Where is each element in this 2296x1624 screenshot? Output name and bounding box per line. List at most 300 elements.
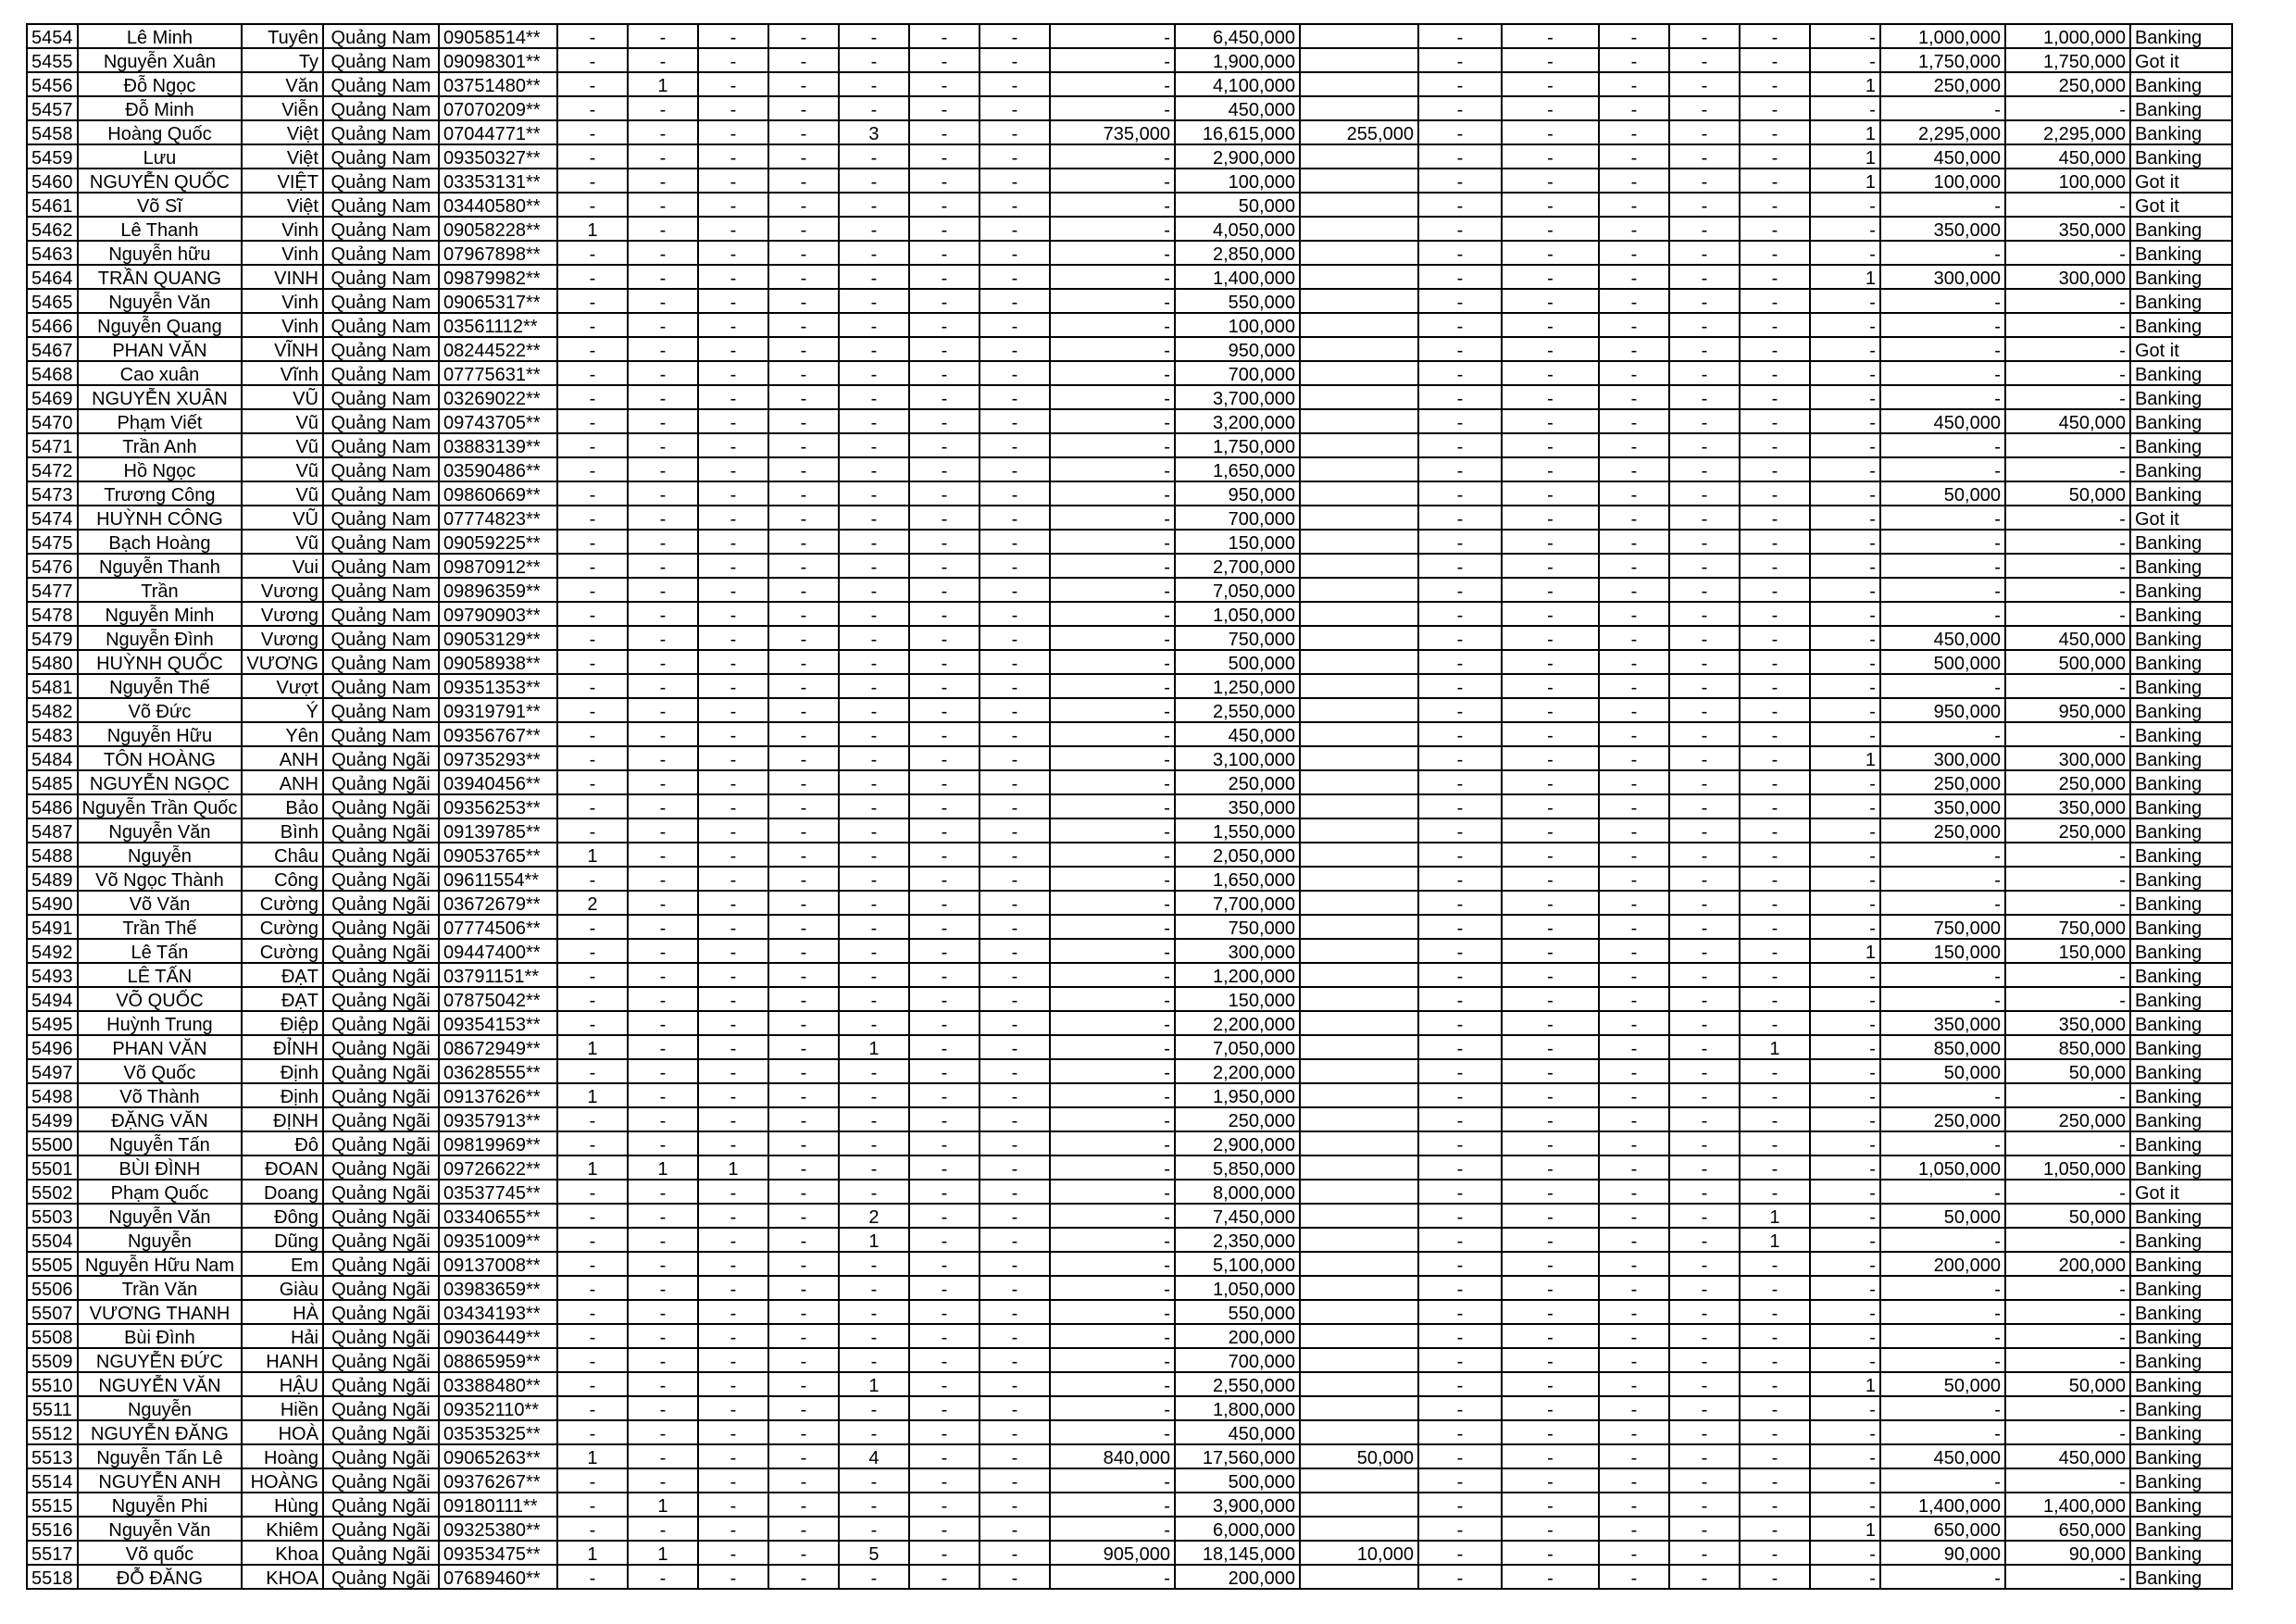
- cell-count-a: -: [557, 530, 628, 554]
- cell-amount-a: -: [1050, 1348, 1175, 1372]
- cell-amount-b: 500,000: [1175, 650, 1300, 674]
- cell-count-a: -: [557, 193, 628, 217]
- cell-count-h: -: [1418, 1204, 1502, 1228]
- cell-amount-a: -: [1050, 554, 1175, 578]
- cell-province: Quảng Ngãi: [323, 1083, 439, 1107]
- cell-count-l: -: [1740, 385, 1810, 409]
- cell-amount-d: -: [1880, 843, 2005, 867]
- cell-count-j: -: [1599, 578, 1669, 602]
- cell-count-j: -: [1599, 1300, 1669, 1324]
- cell-amount-b: 150,000: [1175, 987, 1300, 1011]
- cell-count-h: -: [1418, 337, 1502, 361]
- cell-count-l: -: [1740, 1517, 1810, 1541]
- cell-amount-c: [1300, 241, 1418, 265]
- cell-first-name: Vũ: [242, 481, 323, 506]
- cell-row-number: 5472: [27, 457, 78, 481]
- cell-phone: 07070209**: [439, 96, 557, 120]
- cell-count-e: -: [839, 1565, 909, 1589]
- cell-amount-d: 450,000: [1880, 409, 2005, 433]
- cell-count-e: -: [839, 674, 909, 698]
- cell-phone: 09350327**: [439, 144, 557, 169]
- cell-count-e: -: [839, 1493, 909, 1517]
- cell-first-name: Vinh: [242, 217, 323, 241]
- cell-province: Quảng Nam: [323, 722, 439, 746]
- cell-count-f: -: [909, 818, 980, 843]
- cell-count-c: -: [698, 650, 768, 674]
- cell-first-name: Định: [242, 1083, 323, 1107]
- cell-count-i: -: [1502, 1444, 1599, 1468]
- cell-count-h: -: [1418, 650, 1502, 674]
- cell-amount-c: [1300, 1252, 1418, 1276]
- cell-last-name: Nguyễn Đình: [78, 626, 243, 650]
- cell-count-a: -: [557, 818, 628, 843]
- cell-count-i: -: [1502, 1180, 1599, 1204]
- cell-count-k: -: [1669, 457, 1740, 481]
- cell-amount-b: 1,950,000: [1175, 1083, 1300, 1107]
- cell-payment-method: Banking: [2130, 794, 2232, 818]
- cell-last-name: VƯƠNG THANH: [78, 1300, 243, 1324]
- cell-count-a: -: [557, 144, 628, 169]
- cell-count-g: -: [980, 120, 1050, 144]
- cell-count-j: -: [1599, 265, 1669, 289]
- cell-count-b: 1: [628, 1156, 698, 1180]
- cell-count-f: -: [909, 1252, 980, 1276]
- cell-amount-c: [1300, 578, 1418, 602]
- table-row: [27, 1565, 2232, 1589]
- cell-amount-d: -: [1880, 313, 2005, 337]
- cell-count-h: -: [1418, 217, 1502, 241]
- cell-count-b: -: [628, 1565, 698, 1589]
- cell-amount-a: -: [1050, 1324, 1175, 1348]
- cell-count-a: -: [557, 698, 628, 722]
- cell-count-b: -: [628, 265, 698, 289]
- cell-count-i: -: [1502, 217, 1599, 241]
- cell-amount-b: 500,000: [1175, 1468, 1300, 1493]
- cell-count-e: -: [839, 385, 909, 409]
- cell-count-k: -: [1669, 698, 1740, 722]
- cell-count-f: -: [909, 626, 980, 650]
- cell-count-a: -: [557, 1059, 628, 1083]
- cell-payment-method: Banking: [2130, 1252, 2232, 1276]
- cell-payment-method: Banking: [2130, 385, 2232, 409]
- cell-amount-b: 550,000: [1175, 289, 1300, 313]
- cell-count-m: -: [1810, 674, 1880, 698]
- cell-row-number: 5477: [27, 578, 78, 602]
- cell-province: Quảng Nam: [323, 169, 439, 193]
- cell-province: Quảng Ngãi: [323, 770, 439, 794]
- cell-count-c: -: [698, 867, 768, 891]
- cell-payment-method: Banking: [2130, 1083, 2232, 1107]
- cell-count-l: -: [1740, 1420, 1810, 1444]
- cell-amount-c: [1300, 698, 1418, 722]
- cell-count-f: -: [909, 96, 980, 120]
- cell-payment-method: Banking: [2130, 1396, 2232, 1420]
- cell-phone: 08865959**: [439, 1348, 557, 1372]
- cell-last-name: NGUYỄN ANH: [78, 1468, 243, 1493]
- cell-count-a: -: [557, 96, 628, 120]
- cell-count-a: -: [557, 72, 628, 96]
- table-row: [27, 1276, 2232, 1300]
- cell-count-f: -: [909, 169, 980, 193]
- cell-count-j: -: [1599, 746, 1669, 770]
- cell-last-name: Hồ Ngọc: [78, 457, 243, 481]
- cell-count-i: -: [1502, 385, 1599, 409]
- cell-count-c: -: [698, 1396, 768, 1420]
- table-row: [27, 1252, 2232, 1276]
- cell-last-name: BÙI ĐÌNH: [78, 1156, 243, 1180]
- cell-count-a: -: [557, 1468, 628, 1493]
- cell-amount-d: 350,000: [1880, 217, 2005, 241]
- cell-amount-d: -: [1880, 1228, 2005, 1252]
- cell-count-e: -: [839, 409, 909, 433]
- cell-count-m: -: [1810, 313, 1880, 337]
- cell-first-name: Vinh: [242, 241, 323, 265]
- cell-count-a: 1: [557, 1156, 628, 1180]
- cell-amount-b: 200,000: [1175, 1324, 1300, 1348]
- cell-amount-c: [1300, 746, 1418, 770]
- cell-count-b: -: [628, 313, 698, 337]
- cell-phone: 03628555**: [439, 1059, 557, 1083]
- table-row: [27, 217, 2232, 241]
- cell-province: Quảng Ngãi: [323, 1228, 439, 1252]
- cell-amount-b: 2,850,000: [1175, 241, 1300, 265]
- cell-count-h: -: [1418, 241, 1502, 265]
- cell-amount-b: 1,550,000: [1175, 818, 1300, 843]
- cell-phone: 09726622**: [439, 1156, 557, 1180]
- cell-first-name: Bảo: [242, 794, 323, 818]
- cell-count-a: -: [557, 650, 628, 674]
- cell-count-h: -: [1418, 698, 1502, 722]
- cell-count-k: -: [1669, 867, 1740, 891]
- cell-amount-a: -: [1050, 1420, 1175, 1444]
- cell-count-i: -: [1502, 72, 1599, 96]
- cell-amount-b: 700,000: [1175, 1348, 1300, 1372]
- cell-amount-b: 950,000: [1175, 481, 1300, 506]
- cell-count-l: -: [1740, 867, 1810, 891]
- cell-count-m: -: [1810, 433, 1880, 457]
- cell-count-m: -: [1810, 554, 1880, 578]
- table-row: [27, 1131, 2232, 1156]
- cell-last-name: Nguyễn Xuân: [78, 48, 243, 72]
- cell-amount-e: -: [2005, 963, 2130, 987]
- cell-count-c: -: [698, 169, 768, 193]
- cell-payment-method: Banking: [2130, 1517, 2232, 1541]
- cell-first-name: Cường: [242, 939, 323, 963]
- cell-amount-d: -: [1880, 289, 2005, 313]
- cell-amount-c: [1300, 602, 1418, 626]
- cell-amount-e: 50,000: [2005, 1204, 2130, 1228]
- cell-count-l: -: [1740, 530, 1810, 554]
- cell-count-d: -: [768, 1300, 839, 1324]
- cell-row-number: 5484: [27, 746, 78, 770]
- cell-count-a: 1: [557, 843, 628, 867]
- cell-count-m: -: [1810, 1107, 1880, 1131]
- cell-amount-a: -: [1050, 48, 1175, 72]
- cell-count-c: -: [698, 313, 768, 337]
- cell-amount-e: 50,000: [2005, 481, 2130, 506]
- cell-amount-d: 250,000: [1880, 72, 2005, 96]
- cell-count-c: -: [698, 1565, 768, 1589]
- cell-count-e: -: [839, 24, 909, 48]
- cell-count-i: -: [1502, 987, 1599, 1011]
- cell-count-h: -: [1418, 1493, 1502, 1517]
- cell-amount-b: 16,615,000: [1175, 120, 1300, 144]
- cell-count-b: -: [628, 506, 698, 530]
- cell-count-m: -: [1810, 1035, 1880, 1059]
- cell-payment-method: Banking: [2130, 96, 2232, 120]
- cell-count-i: -: [1502, 1083, 1599, 1107]
- cell-amount-b: 1,250,000: [1175, 674, 1300, 698]
- cell-count-e: -: [839, 1156, 909, 1180]
- cell-province: Quảng Ngãi: [323, 1204, 439, 1228]
- cell-phone: 09065317**: [439, 289, 557, 313]
- cell-count-e: -: [839, 1300, 909, 1324]
- cell-phone: 09376267**: [439, 1468, 557, 1493]
- cell-count-k: -: [1669, 722, 1740, 746]
- cell-row-number: 5461: [27, 193, 78, 217]
- cell-phone: 09098301**: [439, 48, 557, 72]
- cell-count-j: -: [1599, 1131, 1669, 1156]
- cell-count-b: -: [628, 746, 698, 770]
- cell-amount-b: 2,900,000: [1175, 1131, 1300, 1156]
- cell-phone: 03537745**: [439, 1180, 557, 1204]
- cell-count-b: -: [628, 289, 698, 313]
- cell-count-g: -: [980, 144, 1050, 169]
- table-row: [27, 144, 2232, 169]
- cell-count-d: -: [768, 867, 839, 891]
- cell-amount-d: -: [1880, 457, 2005, 481]
- cell-amount-e: 250,000: [2005, 770, 2130, 794]
- cell-count-m: -: [1810, 289, 1880, 313]
- cell-phone: 09058228**: [439, 217, 557, 241]
- cell-count-a: -: [557, 1348, 628, 1372]
- cell-count-c: -: [698, 506, 768, 530]
- cell-phone: 09319791**: [439, 698, 557, 722]
- cell-count-d: -: [768, 24, 839, 48]
- cell-amount-e: -: [2005, 530, 2130, 554]
- cell-count-e: -: [839, 987, 909, 1011]
- cell-count-d: -: [768, 361, 839, 385]
- cell-first-name: Bình: [242, 818, 323, 843]
- cell-count-a: -: [557, 48, 628, 72]
- cell-count-e: -: [839, 843, 909, 867]
- cell-count-m: -: [1810, 1468, 1880, 1493]
- cell-last-name: Lê Tấn: [78, 939, 243, 963]
- cell-phone: 09870912**: [439, 554, 557, 578]
- cell-last-name: Lưu: [78, 144, 243, 169]
- cell-row-number: 5466: [27, 313, 78, 337]
- cell-amount-c: [1300, 1228, 1418, 1252]
- cell-amount-d: -: [1880, 241, 2005, 265]
- table-row: [27, 1035, 2232, 1059]
- cell-count-g: -: [980, 72, 1050, 96]
- cell-count-c: -: [698, 530, 768, 554]
- cell-last-name: Trần Thế: [78, 915, 243, 939]
- cell-last-name: Nguyễn: [78, 1228, 243, 1252]
- cell-province: Quảng Ngãi: [323, 1541, 439, 1565]
- cell-count-m: -: [1810, 1156, 1880, 1180]
- cell-amount-a: -: [1050, 1107, 1175, 1131]
- cell-payment-method: Banking: [2130, 626, 2232, 650]
- cell-count-f: -: [909, 1565, 980, 1589]
- cell-count-b: -: [628, 1396, 698, 1420]
- cell-count-c: -: [698, 1517, 768, 1541]
- cell-payment-method: Banking: [2130, 457, 2232, 481]
- cell-count-h: -: [1418, 48, 1502, 72]
- cell-count-d: -: [768, 1565, 839, 1589]
- cell-amount-a: -: [1050, 96, 1175, 120]
- table-row: [27, 987, 2232, 1011]
- cell-amount-c: [1300, 506, 1418, 530]
- cell-payment-method: Banking: [2130, 265, 2232, 289]
- cell-count-i: -: [1502, 1156, 1599, 1180]
- cell-count-g: -: [980, 939, 1050, 963]
- cell-count-d: -: [768, 1444, 839, 1468]
- cell-province: Quảng Nam: [323, 265, 439, 289]
- cell-count-j: -: [1599, 433, 1669, 457]
- cell-count-e: -: [839, 530, 909, 554]
- cell-count-d: -: [768, 169, 839, 193]
- cell-count-b: -: [628, 1444, 698, 1468]
- cell-payment-method: Banking: [2130, 361, 2232, 385]
- cell-first-name: HẬU: [242, 1372, 323, 1396]
- cell-province: Quảng Ngãi: [323, 1517, 439, 1541]
- cell-amount-c: [1300, 337, 1418, 361]
- cell-count-j: -: [1599, 385, 1669, 409]
- cell-phone: 03751480**: [439, 72, 557, 96]
- cell-count-a: -: [557, 361, 628, 385]
- cell-count-l: -: [1740, 1276, 1810, 1300]
- cell-count-j: -: [1599, 554, 1669, 578]
- cell-count-c: -: [698, 602, 768, 626]
- cell-count-i: -: [1502, 746, 1599, 770]
- cell-count-c: -: [698, 554, 768, 578]
- table-row: [27, 361, 2232, 385]
- cell-count-c: -: [698, 1180, 768, 1204]
- cell-last-name: Nguyễn: [78, 1396, 243, 1420]
- cell-count-g: -: [980, 337, 1050, 361]
- cell-count-h: -: [1418, 1444, 1502, 1468]
- cell-count-h: -: [1418, 987, 1502, 1011]
- cell-count-d: -: [768, 241, 839, 265]
- cell-last-name: Nguyễn Quang: [78, 313, 243, 337]
- cell-count-c: -: [698, 578, 768, 602]
- cell-count-j: -: [1599, 1011, 1669, 1035]
- cell-count-c: -: [698, 1372, 768, 1396]
- cell-count-f: -: [909, 1517, 980, 1541]
- table-row: [27, 1517, 2232, 1541]
- cell-count-c: -: [698, 1107, 768, 1131]
- cell-count-a: -: [557, 1565, 628, 1589]
- cell-amount-c: [1300, 891, 1418, 915]
- cell-first-name: Đô: [242, 1131, 323, 1156]
- cell-count-b: -: [628, 891, 698, 915]
- cell-count-e: -: [839, 48, 909, 72]
- cell-count-k: -: [1669, 1444, 1740, 1468]
- cell-phone: 09356253**: [439, 794, 557, 818]
- cell-count-i: -: [1502, 1396, 1599, 1420]
- cell-amount-a: 735,000: [1050, 120, 1175, 144]
- cell-count-a: -: [557, 602, 628, 626]
- cell-count-k: -: [1669, 337, 1740, 361]
- cell-amount-d: 750,000: [1880, 915, 2005, 939]
- cell-count-g: -: [980, 554, 1050, 578]
- cell-amount-c: [1300, 1059, 1418, 1083]
- cell-first-name: VĨNH: [242, 337, 323, 361]
- cell-payment-method: Banking: [2130, 915, 2232, 939]
- cell-count-d: -: [768, 385, 839, 409]
- cell-count-m: -: [1810, 481, 1880, 506]
- cell-amount-e: 1,050,000: [2005, 1156, 2130, 1180]
- cell-count-k: -: [1669, 1228, 1740, 1252]
- cell-first-name: Vui: [242, 554, 323, 578]
- cell-amount-e: 50,000: [2005, 1059, 2130, 1083]
- cell-amount-a: -: [1050, 1276, 1175, 1300]
- cell-count-k: -: [1669, 72, 1740, 96]
- cell-amount-b: 1,050,000: [1175, 602, 1300, 626]
- cell-count-m: -: [1810, 915, 1880, 939]
- cell-count-l: -: [1740, 698, 1810, 722]
- table-row: [27, 1204, 2232, 1228]
- cell-last-name: Phạm Viết: [78, 409, 243, 433]
- cell-amount-b: 150,000: [1175, 530, 1300, 554]
- cell-count-h: -: [1418, 1156, 1502, 1180]
- cell-amount-a: -: [1050, 1300, 1175, 1324]
- cell-count-g: -: [980, 1541, 1050, 1565]
- cell-amount-e: -: [2005, 193, 2130, 217]
- cell-count-m: -: [1810, 96, 1880, 120]
- cell-amount-a: -: [1050, 337, 1175, 361]
- cell-count-j: -: [1599, 144, 1669, 169]
- table-row: [27, 265, 2232, 289]
- cell-province: Quảng Nam: [323, 72, 439, 96]
- cell-count-k: -: [1669, 578, 1740, 602]
- cell-row-number: 5455: [27, 48, 78, 72]
- cell-count-i: -: [1502, 337, 1599, 361]
- cell-count-c: -: [698, 72, 768, 96]
- cell-count-c: -: [698, 481, 768, 506]
- cell-count-e: 1: [839, 1228, 909, 1252]
- cell-last-name: Võ Quốc: [78, 1059, 243, 1083]
- cell-amount-a: -: [1050, 843, 1175, 867]
- cell-amount-c: 10,000: [1300, 1541, 1418, 1565]
- cell-count-b: -: [628, 241, 698, 265]
- cell-province: Quảng Nam: [323, 241, 439, 265]
- cell-count-h: -: [1418, 120, 1502, 144]
- cell-count-h: -: [1418, 1348, 1502, 1372]
- cell-amount-d: 50,000: [1880, 481, 2005, 506]
- table-row: [27, 193, 2232, 217]
- table-row: [27, 241, 2232, 265]
- cell-payment-method: Banking: [2130, 1468, 2232, 1493]
- table-row: [27, 650, 2232, 674]
- cell-amount-d: -: [1880, 1300, 2005, 1324]
- cell-amount-d: -: [1880, 1083, 2005, 1107]
- cell-count-m: -: [1810, 843, 1880, 867]
- cell-count-j: -: [1599, 1493, 1669, 1517]
- cell-province: Quảng Ngãi: [323, 1131, 439, 1156]
- cell-count-d: -: [768, 1324, 839, 1348]
- cell-amount-b: 450,000: [1175, 722, 1300, 746]
- cell-count-g: -: [980, 1204, 1050, 1228]
- cell-count-c: -: [698, 265, 768, 289]
- cell-count-j: -: [1599, 818, 1669, 843]
- cell-phone: 09180111**: [439, 1493, 557, 1517]
- cell-row-number: 5503: [27, 1204, 78, 1228]
- cell-amount-d: 1,400,000: [1880, 1493, 2005, 1517]
- cell-count-e: -: [839, 72, 909, 96]
- cell-count-k: -: [1669, 939, 1740, 963]
